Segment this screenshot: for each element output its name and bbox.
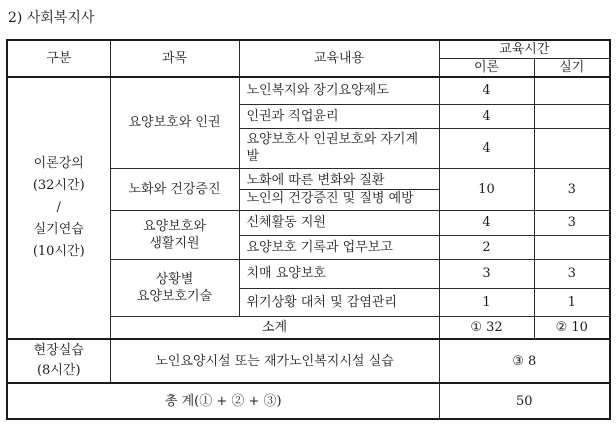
category-line-3: / [56,200,61,215]
practice-row-3 [534,128,610,168]
theory-row-5: 4 [439,210,534,235]
content-row-3 [239,128,439,168]
section-title: 2) 사회복지사 [8,10,95,26]
content-row-6: 요양보호 기록과 업무보고 [239,235,439,259]
content-row-4-line-2: 노인의 건강증진 및 질병 예방 [239,189,439,207]
theory-row-4: 10 [439,168,534,210]
content-row-3-line-1: 요양보호사 인권보호와 자기계 [246,132,419,147]
theory-row-1: 4 [439,77,534,104]
field-practice-content: 노인요양시설 또는 재가노인복지시설 실습 [110,339,439,383]
category-line-4: 실기연습 [33,222,84,237]
subject-situational-line-1: 상황별 [155,271,194,287]
subject-life-support [110,210,239,259]
subject-life-support-line-1: 요양보호와 [143,218,206,234]
header-subject: 과목 [110,40,239,77]
subject-situational [110,259,239,316]
theory-row-7: 3 [439,259,534,288]
practice-row-2 [534,104,610,128]
field-line-2: (8시간) [36,363,81,378]
theory-row-3: 4 [439,128,534,168]
content-row-8: 위기상황 대처 및 감염관리 [239,288,439,316]
content-row-3-line-2: 발 [246,149,260,164]
practice-row-7: 3 [534,259,610,288]
content-row-7: 치매 요양보호 [239,259,439,288]
practice-row-5: 3 [534,210,610,235]
practice-row-8: 1 [534,288,610,316]
header-hours: 교육시간 [439,40,610,59]
grand-total-label: 총 계(① + ② + ③) [7,383,439,419]
category-theory-practice [7,77,110,339]
practice-row-1 [534,77,610,104]
subject-rights: 요양보호와 인권 [110,77,239,168]
category-line-5: (10시간) [32,244,85,259]
subtotal-label: 소계 [110,316,439,339]
field-line-1: 현장실습 [33,343,84,358]
theory-row-8: 1 [439,288,534,316]
header-theory: 이론 [439,59,534,78]
content-row-4 [239,168,439,210]
grand-total-value: 50 [439,383,610,419]
practice-row-6 [534,235,610,259]
category-line-1: 이론강의 [33,156,84,171]
content-row-2: 인권과 직업윤리 [239,104,439,128]
subject-life-support-line-2: 생활지원 [149,235,200,251]
content-row-1: 노인복지와 장기요양제도 [239,77,439,104]
theory-row-2: 4 [439,104,534,128]
header-category: 구분 [7,40,110,77]
category-line-2: (32시간) [32,178,85,193]
subtotal-theory: ① 32 [439,316,534,339]
curriculum-table [6,39,611,420]
header-practice: 실기 [534,59,610,78]
practice-row-4: 3 [534,168,610,210]
content-row-5: 신체활동 지원 [239,210,439,235]
subtotal-practice: ② 10 [534,316,610,339]
subject-situational-line-2: 요양보호기술 [136,288,213,304]
content-row-4-line-1: 노화에 따른 변화와 질환 [246,172,385,188]
header-content: 교육내용 [239,40,439,77]
field-practice-category [7,339,110,383]
subject-aging: 노화와 건강증진 [110,168,239,210]
field-practice-hours: ③ 8 [439,339,610,383]
theory-row-6: 2 [439,235,534,259]
